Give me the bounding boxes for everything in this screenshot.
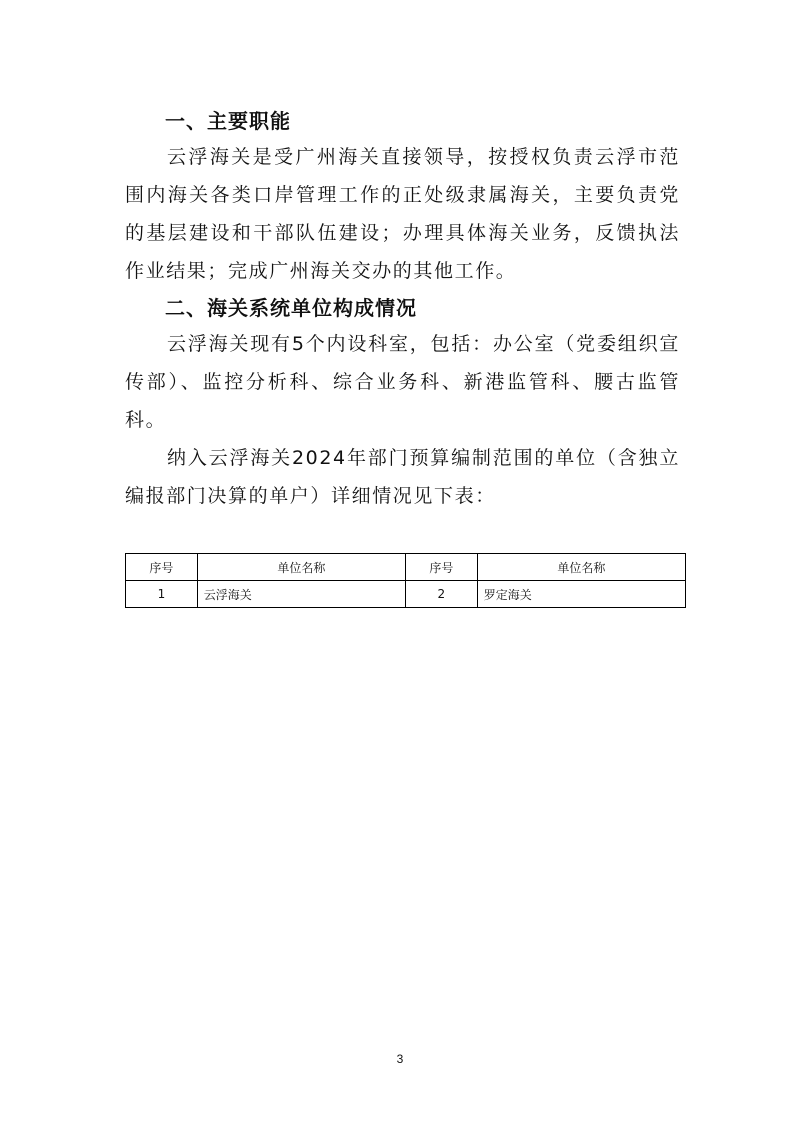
header-serial-1: 序号: [126, 554, 198, 581]
units-table: [125, 553, 686, 608]
serial-cell: 1: [126, 581, 198, 608]
table-header-row: [126, 554, 686, 581]
section-heading-main-functions: 一、主要职能: [165, 109, 291, 133]
serial-cell: 2: [405, 581, 477, 608]
budget-scope-paragraph: 纳入云浮海关2024年部门预算编制范围的单位（含独立编报部门决算的单户）详细情况见下表：: [125, 447, 680, 507]
unit-name-cell: 云浮海关: [197, 581, 405, 608]
page-number: 3: [396, 1052, 404, 1066]
header-serial-2: 序号: [405, 554, 477, 581]
header-unit-name-2: 单位名称: [477, 554, 685, 581]
unit-name-cell: 罗定海关: [477, 581, 685, 608]
departments-paragraph: 云浮海关现有5个内设科室，包括：办公室（党委组织宣传部）、监控分析科、综合业务科、新港监管科、腰古监管科。: [125, 333, 680, 431]
header-unit-name-1: 单位名称: [197, 554, 405, 581]
table-row: [126, 581, 686, 608]
main-functions-paragraph: 云浮海关是受广州海关直接领导，按授权负责云浮市范围内海关各类口岸管理工作的正处级隶属海关，主要负责党的基层建设和干部队伍建设；办理具体海关业务，反馈执法作业结果；完成广州海关交办的其他工作。: [125, 146, 680, 282]
section-heading-unit-composition: 二、海关系统单位构成情况: [165, 296, 417, 320]
